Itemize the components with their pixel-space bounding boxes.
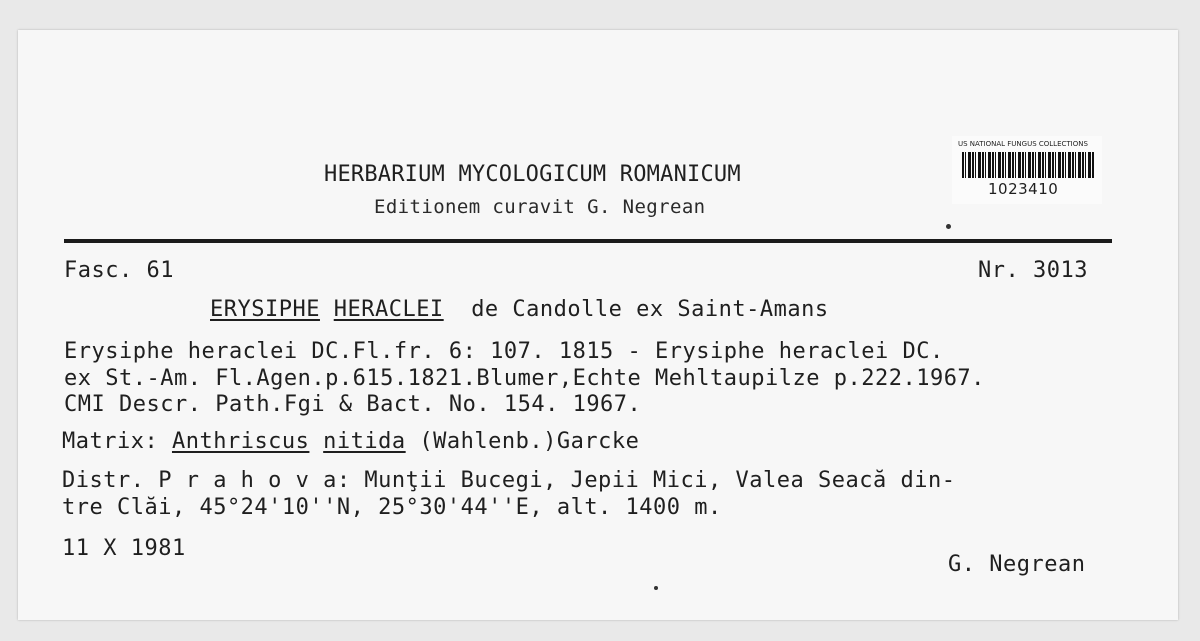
reference-line-2: ex St.-Am. Fl.Agen.p.615.1821.Blumer,Echte Mehltaupilze p.222.1967. bbox=[64, 366, 985, 391]
matrix-epithet: nitida bbox=[323, 429, 406, 454]
ink-dot bbox=[654, 586, 658, 590]
matrix-line bbox=[62, 429, 639, 454]
barcode-sticker bbox=[952, 136, 1102, 204]
species-name bbox=[210, 297, 829, 322]
barcode-collection-name: US NATIONAL FUNGUS COLLECTIONS bbox=[958, 140, 1088, 148]
label-title: HERBARIUM MYCOLOGICUM ROMANICUM bbox=[324, 162, 741, 187]
header-divider bbox=[64, 239, 1112, 243]
distribution-line-1: Distr. P r a h o v a: Munţii Bucegi, Jepii Mici, Valea Seacă din- bbox=[62, 468, 956, 493]
collection-date: 11 X 1981 bbox=[62, 536, 186, 561]
species-genus: ERYSIPHE bbox=[210, 297, 320, 322]
distribution-line-2: tre Clăi, 45°24'10''N, 25°30'44''E, alt. 1400 m. bbox=[62, 495, 722, 520]
reference-line-1: Erysiphe heraclei DC.Fl.fr. 6: 107. 1815 - Erysiphe heraclei DC. bbox=[64, 339, 944, 364]
reference-line-3: CMI Descr. Path.Fgi & Bact. No. 154. 1967. bbox=[64, 392, 642, 417]
matrix-authority: (Wahlenb.)Garcke bbox=[419, 429, 640, 454]
matrix-genus: Anthriscus bbox=[171, 429, 310, 454]
ink-dot bbox=[946, 224, 951, 229]
collector-name: G. Negrean bbox=[948, 552, 1086, 577]
barcode-icon bbox=[962, 152, 1094, 178]
fascicle-number: Fasc. 61 bbox=[64, 258, 174, 283]
barcode-number: 1023410 bbox=[988, 180, 1059, 198]
species-epithet: HERACLEI bbox=[333, 297, 444, 322]
label-editor: Editionem curavit G. Negrean bbox=[374, 196, 706, 218]
specimen-number: Nr. 3013 bbox=[978, 258, 1088, 283]
species-authority: de Candolle ex Saint-Amans bbox=[471, 297, 829, 322]
matrix-label: Matrix: bbox=[62, 429, 159, 454]
